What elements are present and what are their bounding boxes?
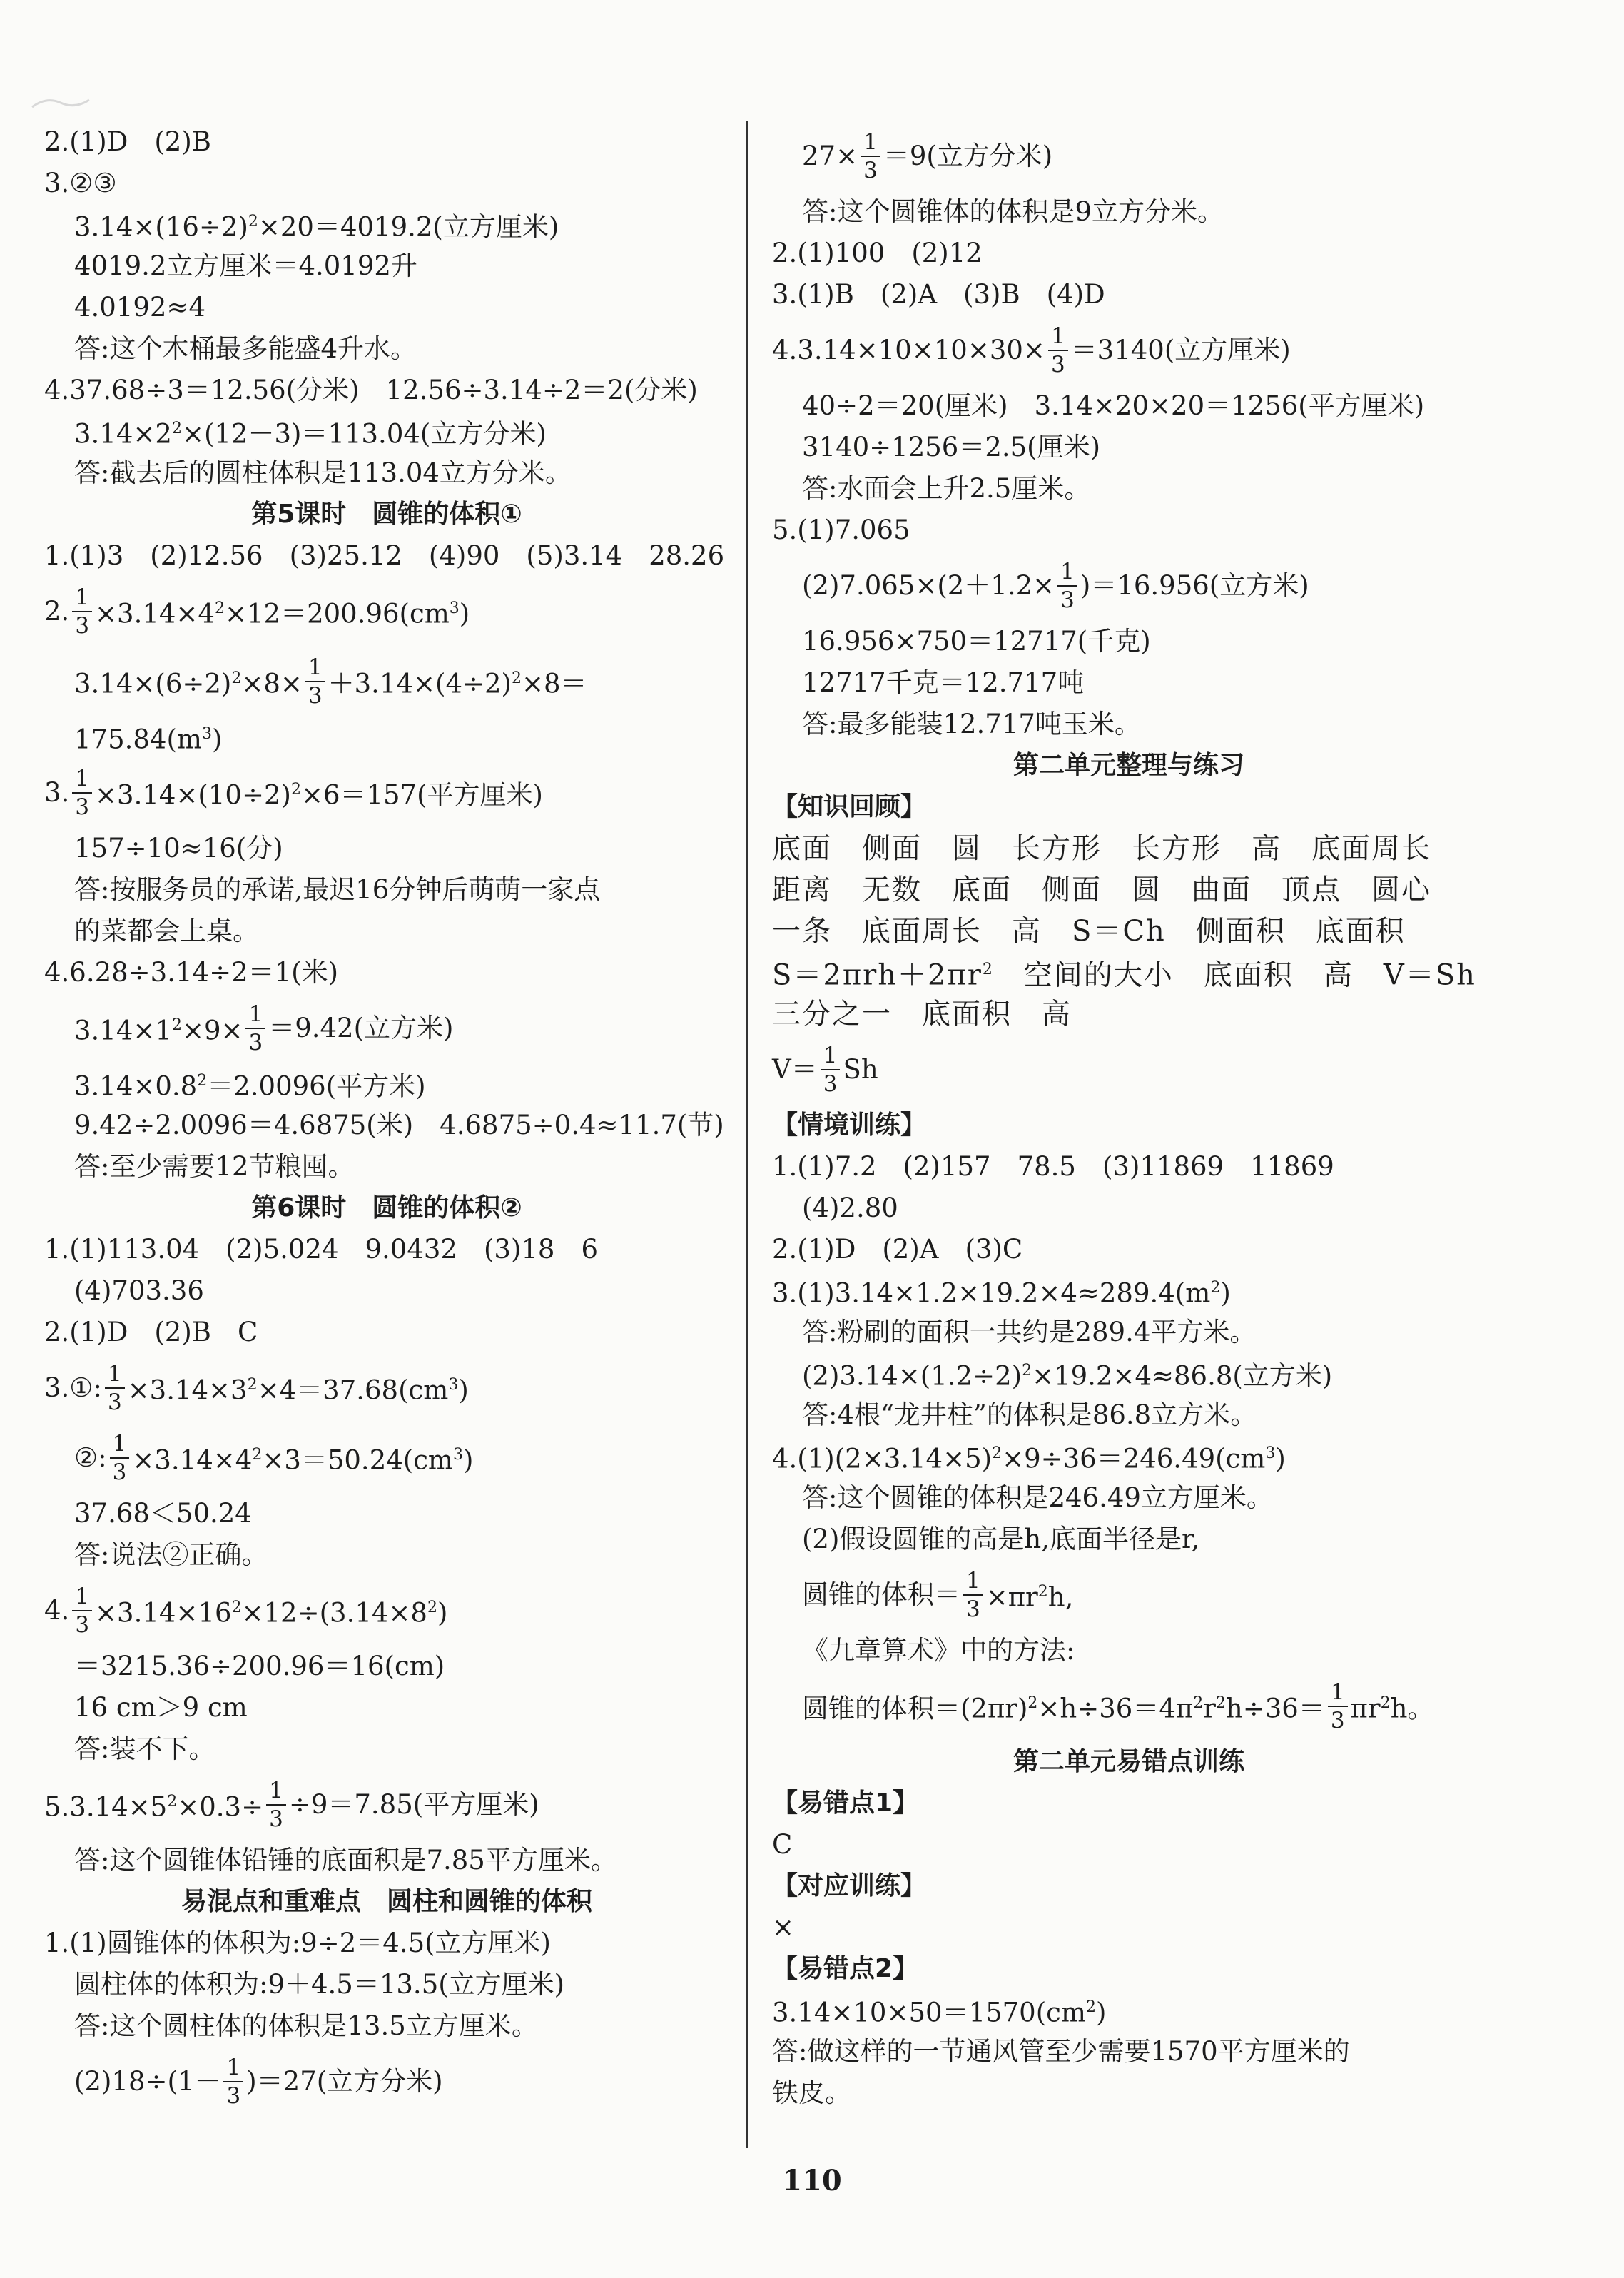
answer-line (44, 1312, 729, 1353)
line-text-post: $\times\pi r^2h$, (985, 1581, 1074, 1613)
line-text-pre: 4. (44, 1595, 70, 1626)
answer-line (44, 869, 729, 911)
line-text: (2)假设圆锥的高是h,底面半径是r, (802, 1524, 1200, 1554)
fraction-numerator: 1 (110, 1430, 130, 1459)
line-text: 的菜都会上桌。 (74, 916, 259, 946)
line-text: 【易错点2】 (772, 1954, 919, 1983)
section-tag (772, 1105, 1486, 1146)
line-text: 答:装不下。 (74, 1733, 215, 1764)
answer-line (772, 1312, 1486, 1353)
line-text: 答:这个圆柱体的体积是13.5立方厘米。 (74, 2010, 538, 2041)
line-text: 距离 无数 底面 侧面 圆 曲面 顶点 圆心 (772, 874, 1431, 906)
line-text: $3.14\times 2^2\times(12-3)=113.04$(立方分米) (74, 418, 547, 450)
fraction (105, 1360, 125, 1416)
line-text: 答:水面会上升2.5厘米。 (802, 473, 1091, 504)
answer-line (772, 1671, 1486, 1741)
answer-line (44, 717, 729, 758)
line-text: 一条 底面周长 高 S＝Ch 侧面积 底面积 (772, 915, 1406, 948)
line-text-pre: 27× (802, 141, 858, 171)
answer-line (44, 993, 729, 1063)
fraction-numerator: 1 (1048, 323, 1068, 351)
line-text: 第6课时 圆锥的体积② (251, 1193, 522, 1222)
fraction-numerator: 1 (72, 765, 92, 794)
answer-line (44, 452, 729, 494)
answer-line (44, 758, 729, 828)
line-text: 1.(1)圆锥体的体积为:9÷2＝4.5(立方厘米) (44, 1928, 551, 1958)
line-text: × (772, 1912, 795, 1943)
fraction-denominator: 3 (75, 1612, 90, 1638)
fraction-denominator: 3 (1330, 1708, 1345, 1733)
line-text: 答:粉刷的面积一共约是289.4平方米。 (802, 1317, 1257, 1347)
answer-line (44, 370, 729, 411)
line-text: 【情境训练】 (772, 1110, 927, 1140)
section-tag (772, 1948, 1486, 1990)
line-text: 37.68＜50.24 (74, 1498, 252, 1529)
line-text: $3.14\times 10\times 50=1570(cm^2)$ (772, 1997, 1107, 2028)
answer-line (772, 1394, 1486, 1436)
fraction-denominator: 3 (248, 1030, 263, 1056)
answer-line (772, 1229, 1486, 1270)
fraction (963, 1567, 983, 1623)
fraction (1328, 1679, 1348, 1734)
line-text: 第5课时 圆锥的体积① (251, 500, 522, 529)
answer-line (772, 233, 1486, 274)
answer-line (44, 1270, 729, 1312)
answer-line (772, 1146, 1486, 1188)
line-text-pre: 圆锥的体积$=(2\pi r)^2\times h\div 36=4\pi^2r^2h\div 36=$ (802, 1693, 1325, 1724)
line-text: 9.42÷2.0096＝4.6875(米) 4.6875÷0.4≈11.7(节) (74, 1110, 724, 1140)
line-text-pre: (2)18÷(1－ (74, 2066, 221, 2097)
line-text: 4.6.28÷3.14÷2＝1(米) (44, 957, 339, 988)
answer-line (772, 1824, 1486, 1866)
line-text: 答:这个圆锥的体积是246.49立方厘米。 (802, 1482, 1273, 1513)
answer-line (772, 274, 1486, 315)
answer-line (44, 1229, 729, 1270)
keyword-line (772, 911, 1486, 952)
line-text: 2.(1)100 (2)12 (772, 238, 983, 268)
line-text: 1.(1)3 (2)12.56 (3)25.12 (4)90 (5)3.14 28.26 (44, 540, 725, 571)
answer-line (44, 828, 729, 869)
fraction (1057, 558, 1077, 614)
section-heading (44, 494, 729, 535)
line-text: 铁皮。 (772, 2077, 851, 2108)
answer-line (44, 287, 729, 328)
line-text: $175.84(m^3)$ (74, 724, 223, 755)
fraction (821, 1042, 841, 1098)
answer-line (772, 1188, 1486, 1229)
answer-line (772, 704, 1486, 745)
line-text: ＝3215.36÷200.96＝16(cm) (74, 1651, 445, 1681)
answer-line (772, 191, 1486, 233)
answer-line (44, 2047, 729, 2117)
line-text-post: $\times 3.14\times 16^2\times 12\div(3.14\times 8^2)$ (95, 1597, 448, 1629)
line-text: 3.②③ (44, 168, 117, 198)
answer-line (44, 1105, 729, 1146)
fraction-numerator: 1 (266, 1777, 286, 1806)
line-text: 5.(1)7.065 (772, 515, 910, 545)
answer-line (44, 1728, 729, 1770)
line-text: (4)703.36 (74, 1275, 204, 1306)
line-text: 16.956×750＝12717(千克) (802, 626, 1151, 657)
line-text: 1.(1)113.04 (2)5.024 9.0432 (3)18 6 (44, 1234, 599, 1265)
line-text: 圆柱体的体积为:9＋4.5＝13.5(立方厘米) (74, 1969, 565, 2000)
answer-line (44, 911, 729, 952)
fraction-denominator: 3 (226, 2083, 241, 2109)
line-text: $4.(1)(2\times 3.14\times 5)^2\times 9\div 36=246.49(cm^3)$ (772, 1443, 1286, 1474)
answer-line (44, 411, 729, 452)
answer-line (44, 1840, 729, 1881)
answer-line (44, 1534, 729, 1576)
answer-line (44, 1770, 729, 1840)
fraction-denominator: 3 (1060, 587, 1075, 613)
answer-line (44, 1687, 729, 1728)
section-heading (772, 745, 1486, 786)
fraction-numerator: 1 (72, 584, 92, 612)
fraction-denominator: 3 (269, 1806, 283, 1832)
fraction-denominator: 3 (966, 1596, 980, 1622)
answer-line (44, 577, 729, 647)
answer-line (44, 121, 729, 163)
line-text-pre: V＝ (772, 1054, 818, 1085)
line-text: 答:按服务员的承诺,最迟16分钟后萌萌一家点 (74, 874, 601, 905)
answer-line (44, 1493, 729, 1534)
line-text-post: Sh (843, 1054, 878, 1085)
fraction-numerator: 1 (245, 1001, 265, 1029)
line-text-pre: 2. (44, 596, 70, 627)
answer-line (772, 1907, 1486, 1948)
line-text: 2.(1)D (2)B C (44, 1317, 258, 1347)
answer-line (44, 2005, 729, 2047)
line-text: 答:这个圆锥体的体积是9立方分米。 (802, 196, 1224, 227)
fraction (72, 765, 92, 821)
fraction-denominator: 3 (75, 613, 90, 639)
line-text: 底面 侧面 圆 长方形 长方形 高 底面周长 (772, 832, 1431, 865)
answer-line (772, 385, 1486, 427)
answer-line (44, 535, 729, 577)
fraction (223, 2054, 243, 2110)
line-text: 三分之一 底面积 高 (772, 998, 1072, 1031)
line-text-pre: (2)7.065×(2＋1.2× (802, 570, 1055, 601)
fraction-numerator: 1 (1057, 558, 1077, 587)
section-tag (772, 786, 1486, 828)
answer-line (772, 1630, 1486, 1671)
answer-line (44, 1576, 729, 1646)
line-text: 答:4根“龙井柱”的体积是86.8立方米。 (802, 1399, 1257, 1430)
scan-smudge (29, 93, 93, 114)
line-text-post: )＝27(立方分米) (246, 2066, 443, 2097)
line-text-pre: ②: (74, 1442, 107, 1473)
fraction (245, 1001, 265, 1056)
line-text-pre: 圆锥的体积＝ (802, 1579, 960, 1610)
line-text-post: ＝9.42(立方米) (268, 1013, 454, 1043)
line-text: 第二单元整理与练习 (1013, 751, 1244, 780)
line-text: 答:做这样的一节通风管至少需要1570平方厘米的 (772, 2036, 1350, 2067)
fraction-numerator: 1 (821, 1042, 841, 1070)
fraction (266, 1777, 286, 1833)
keyword-line (772, 993, 1486, 1035)
fraction-denominator: 3 (107, 1389, 122, 1415)
answer-line (772, 662, 1486, 704)
line-text: $(2)3.14\times(1.2\div 2)^2\times 19.2\times 4\approx 86.8$(立方米) (802, 1360, 1333, 1392)
answer-line (44, 245, 729, 287)
answer-line (44, 1646, 729, 1687)
fraction-numerator: 1 (105, 1360, 125, 1389)
line-text-pre: 3.①: (44, 1372, 102, 1403)
fraction-denominator: 3 (823, 1071, 838, 1097)
fraction (1048, 323, 1068, 378)
line-text: 【知识回顾】 (772, 792, 927, 821)
keyword-line (772, 869, 1486, 911)
answer-line (772, 621, 1486, 662)
line-text-post: ÷9＝7.85(平方厘米) (288, 1789, 539, 1820)
keyword-line (772, 952, 1486, 993)
line-text-post: $\times 3.14\times 3^2\times 4=37.68(cm^3)$ (127, 1375, 469, 1406)
fraction-numerator: 1 (305, 654, 325, 682)
line-text: 2.(1)D (2)A (3)C (772, 1234, 1023, 1265)
answer-line (44, 1923, 729, 1964)
fraction-denominator: 3 (112, 1459, 127, 1485)
line-text: 【对应训练】 (772, 1871, 927, 1900)
line-text: 答:说法②正确。 (74, 1539, 268, 1570)
answer-line (772, 1035, 1486, 1105)
fraction-numerator: 1 (72, 1583, 92, 1611)
line-text: 答:最多能装12.717吨玉米。 (802, 709, 1141, 739)
answer-line (44, 1146, 729, 1188)
fraction-denominator: 3 (308, 683, 323, 709)
answer-line (44, 328, 729, 370)
answer-line (772, 427, 1486, 468)
answer-line (772, 1990, 1486, 2031)
fraction (72, 1583, 92, 1639)
fraction-numerator: 1 (861, 128, 880, 157)
answer-line (772, 1519, 1486, 1560)
line-text: C (772, 1829, 793, 1860)
line-text: 3.(1)B (2)A (3)B (4)D (772, 279, 1105, 310)
line-text: $S=2\pi rh+2\pi r^2$ 空间的大小 底面积 高 V＝Sh (772, 958, 1476, 992)
fraction (110, 1430, 130, 1486)
left-column (44, 121, 729, 2117)
answer-line (772, 1436, 1486, 1477)
answer-line (44, 1063, 729, 1105)
answer-line (44, 647, 729, 717)
line-text-post: $\times 3.14\times(10\div 2)^2\times 6=157$(平方厘米) (95, 779, 543, 811)
fraction (72, 584, 92, 639)
line-text-post: )＝16.956(立方米) (1080, 570, 1309, 601)
line-text: 16 cm＞9 cm (74, 1692, 248, 1723)
answer-line (772, 1353, 1486, 1394)
answer-line (772, 551, 1486, 621)
section-tag (772, 1866, 1486, 1907)
line-text: (4)2.80 (802, 1193, 898, 1223)
section-heading (44, 1881, 729, 1923)
line-text-pre: 3. (44, 777, 70, 808)
line-text-post: ＝9(立方分米) (883, 141, 1053, 171)
line-text: 第二单元易错点训练 (1013, 1747, 1244, 1776)
line-text: 4.37.68÷3＝12.56(分米) 12.56÷3.14÷2＝2(分米) (44, 375, 698, 405)
line-text: $3.14\times 0.8^2=2.0096$(平方米) (74, 1070, 426, 1102)
section-tag (772, 1783, 1486, 1824)
right-column (772, 121, 1486, 2114)
column-divider (746, 121, 748, 2148)
answer-line (772, 1477, 1486, 1519)
line-text-pre: $3.14\times(6\div 2)^2\times 8\times$ (74, 668, 303, 699)
fraction (305, 654, 325, 709)
line-text: 4.0192≈4 (74, 292, 206, 323)
fraction (861, 128, 880, 184)
line-text: 易混点和重难点 圆柱和圆锥的体积 (181, 1887, 592, 1916)
answer-line (44, 1423, 729, 1493)
page-number: 110 (782, 2164, 842, 2197)
answer-line (772, 315, 1486, 385)
fraction-denominator: 3 (75, 794, 90, 820)
line-text: 2.(1)D (2)B (44, 126, 211, 157)
answer-line (44, 952, 729, 993)
answer-line (772, 2072, 1486, 2114)
fraction-numerator: 1 (963, 1567, 983, 1596)
line-text-pre: 4.3.14×10×10×30× (772, 335, 1045, 365)
answer-line (772, 1560, 1486, 1630)
line-text: 1.(1)7.2 (2)157 78.5 (3)11869 11869 (772, 1151, 1334, 1182)
line-text: 答:至少需要12节粮囤。 (74, 1151, 355, 1182)
line-text: 答:这个圆锥体铅锤的底面积是7.85平方厘米。 (74, 1845, 617, 1875)
line-text-pre: $3.14\times 1^2\times 9\times$ (74, 1015, 243, 1046)
answer-line (44, 1964, 729, 2005)
line-text: $3.(1)3.14\times 1.2\times 19.2\times 4\approx 289.4(m^2)$ (772, 1277, 1231, 1309)
line-text-post: $\pi r^2h$。 (1350, 1693, 1434, 1724)
answer-line (772, 121, 1486, 191)
section-heading (772, 1741, 1486, 1783)
fraction-denominator: 3 (1050, 352, 1065, 378)
answer-line (44, 204, 729, 245)
fraction-denominator: 3 (863, 158, 878, 183)
answer-line (772, 510, 1486, 551)
answer-line (772, 2031, 1486, 2072)
section-heading (44, 1188, 729, 1229)
keyword-line (772, 828, 1486, 869)
line-text-post: $\times 3.14\times 4^2\times 3=50.24(cm^3)$ (132, 1444, 474, 1476)
answer-line (44, 163, 729, 204)
line-text-pre: $5.3.14\times 5^2\times 0.3\div$ (44, 1791, 264, 1823)
line-text-post: $+3.14\times(4\div 2)^2\times 8=$ (328, 668, 587, 699)
line-text-post: ＝3140(立方厘米) (1070, 335, 1291, 365)
line-text: 答:截去后的圆柱体积是113.04立方分米。 (74, 457, 572, 488)
answer-line (44, 1353, 729, 1423)
answer-line (772, 1270, 1486, 1312)
answer-line (772, 468, 1486, 510)
line-text: 《九章算术》中的方法: (802, 1635, 1075, 1666)
line-text: 答:这个木桶最多能盛4升水。 (74, 333, 417, 364)
line-text: 4019.2立方厘米＝4.0192升 (74, 250, 417, 281)
line-text: 12717千克＝12.717吨 (802, 667, 1085, 698)
line-text: 3140÷1256＝2.5(厘米) (802, 432, 1101, 462)
fraction-numerator: 1 (223, 2054, 243, 2082)
line-text: 157÷10≈16(分) (74, 833, 283, 864)
line-text: 40÷2＝20(厘米) 3.14×20×20＝1256(平方厘米) (802, 390, 1425, 421)
line-text: $3.14\times(16\div 2)^2\times 20=4019.2$(立方厘米) (74, 211, 559, 243)
line-text-post: $\times 3.14\times 4^2\times 12=200.96(cm^3)$ (95, 598, 470, 629)
fraction-numerator: 1 (1328, 1679, 1348, 1707)
line-text: 【易错点1】 (772, 1788, 919, 1818)
